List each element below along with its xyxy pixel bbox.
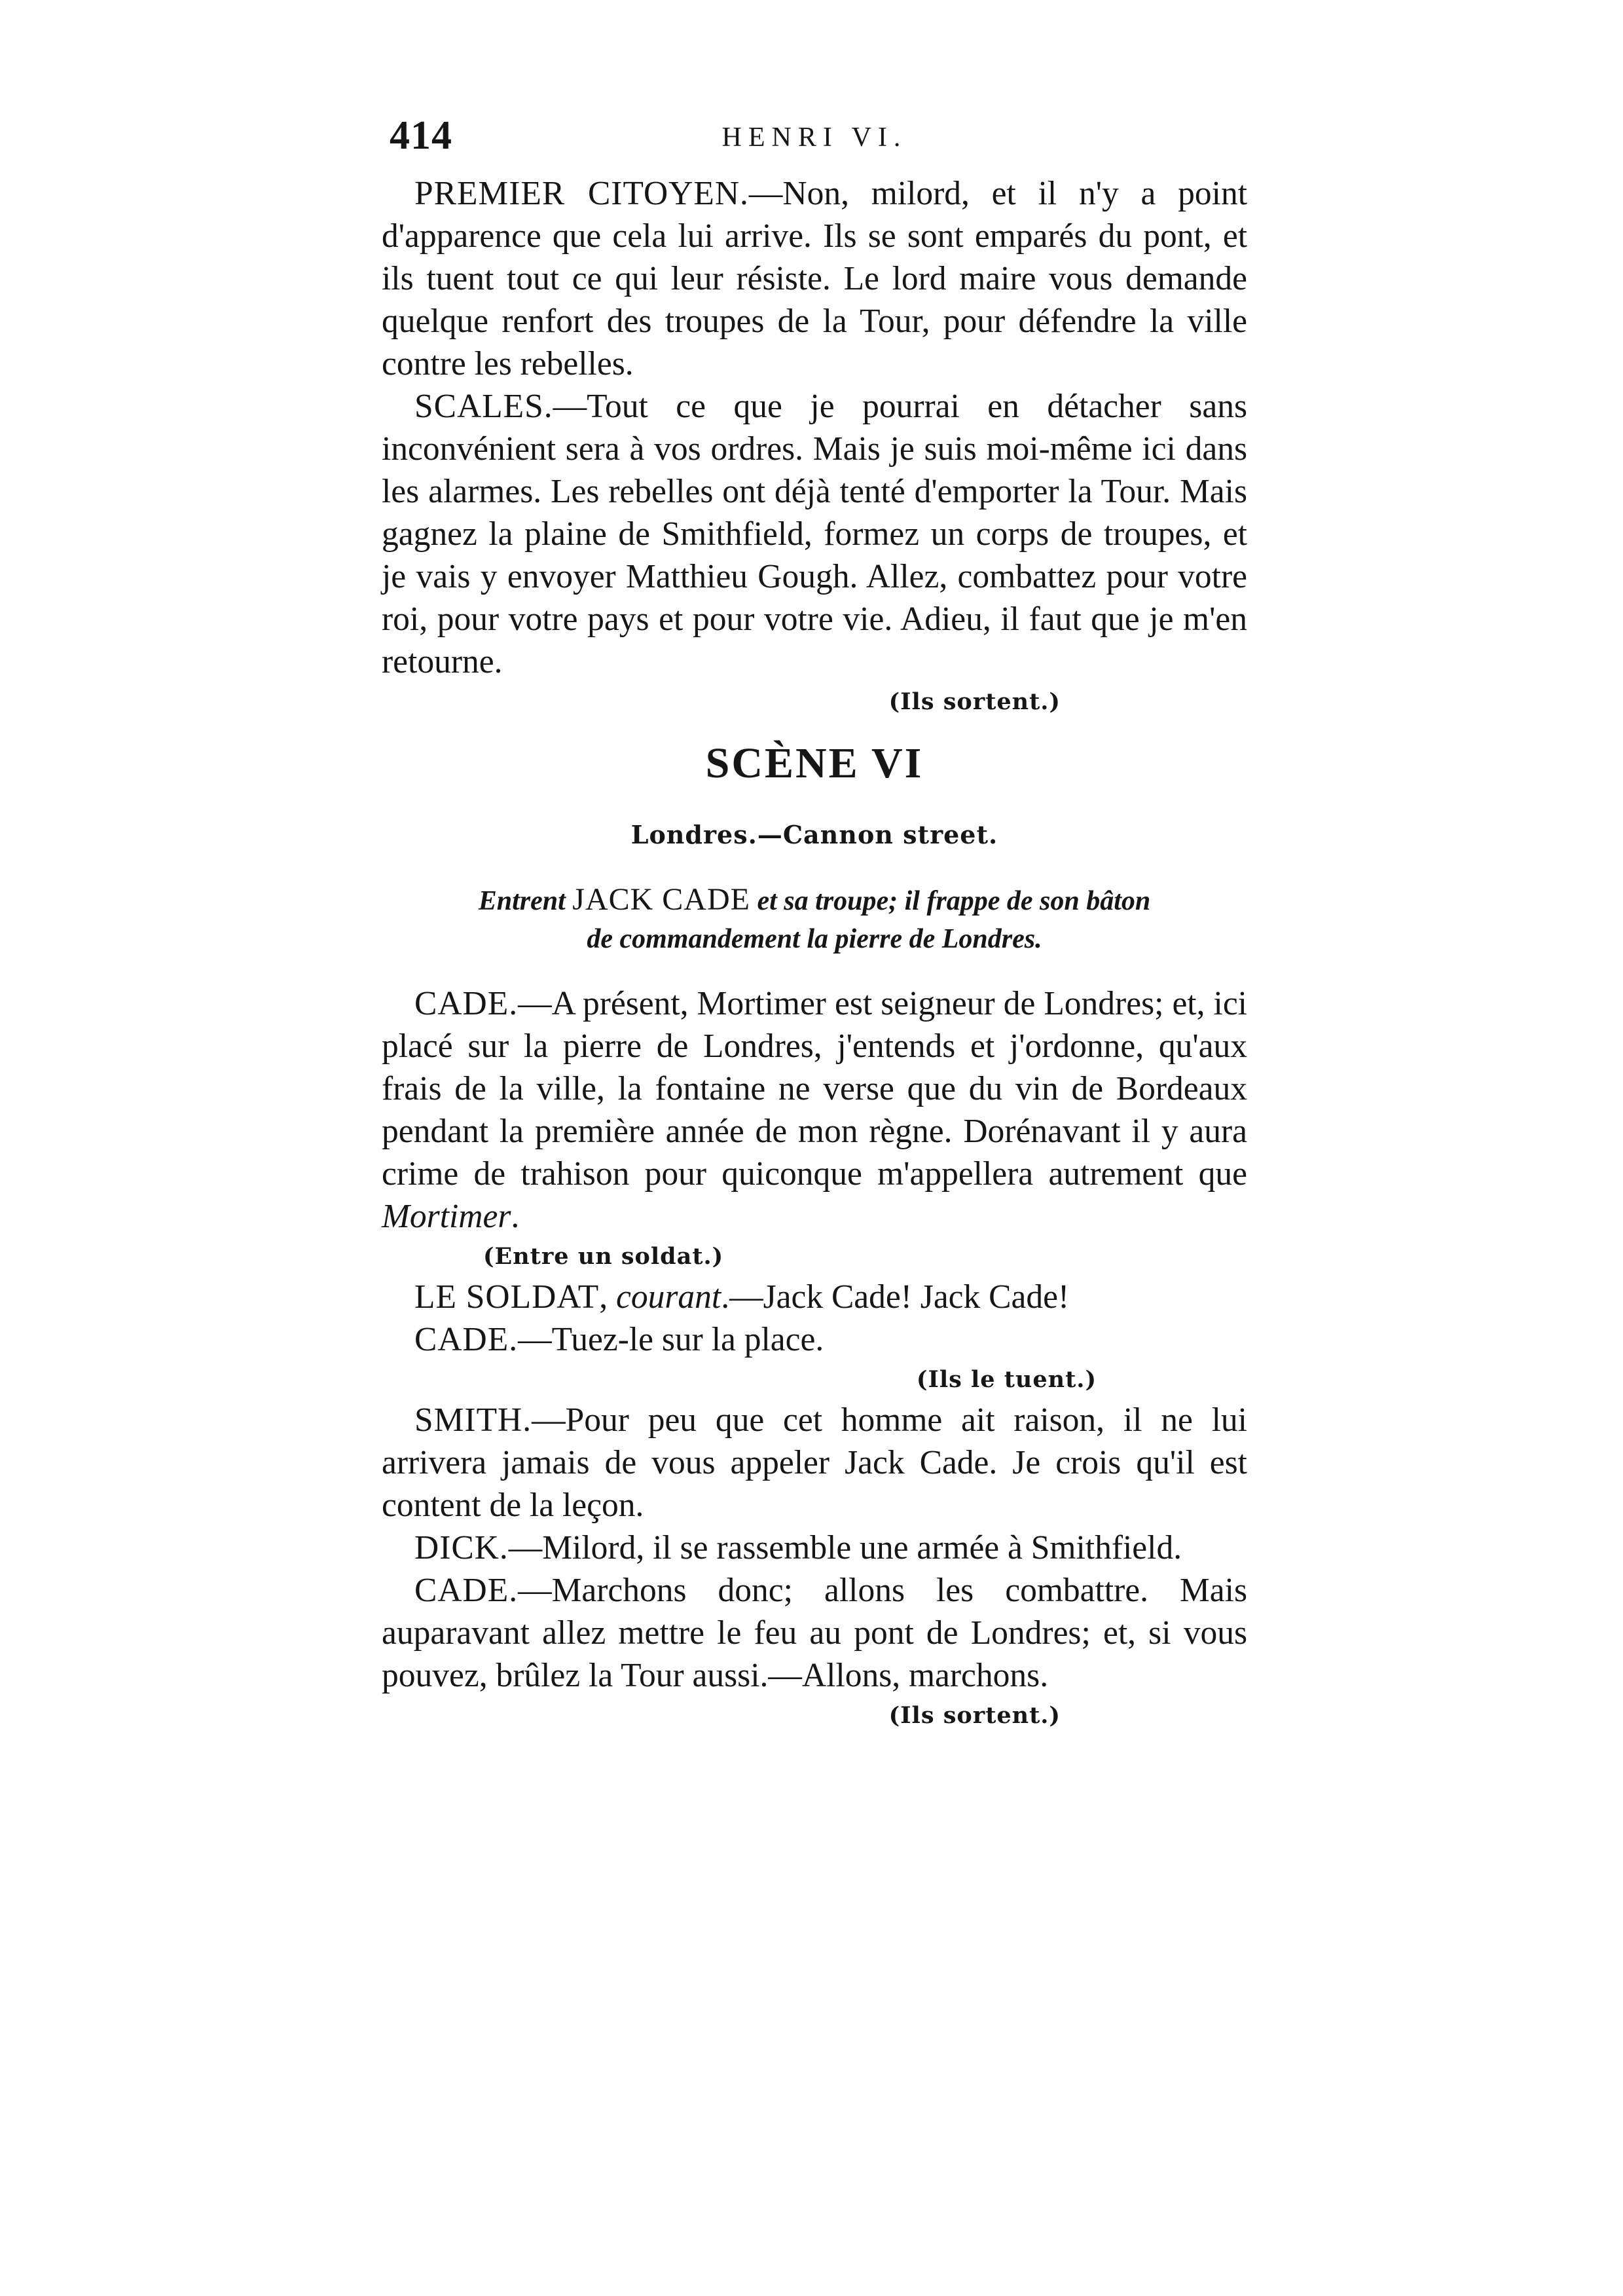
entry-names: JACK CADE	[572, 882, 750, 917]
speaker-name: PREMIER CITOYEN.	[414, 175, 749, 212]
stage-direction: (Ils sortent.)	[888, 688, 1061, 715]
speech-text: —Tuez-le sur la place.	[518, 1321, 824, 1358]
speech-soldat: LE SOLDAT, courant.—Jack Cade! Jack Cade!	[414, 1278, 1070, 1316]
stage-direction: (Ils le tuent.)	[916, 1366, 1097, 1393]
speech-text: —Milord, il se rassemble une armée à Smithfield.	[508, 1529, 1182, 1566]
speech-text: —A présent, Mortimer est seigneur de Londres; et, ici placé sur la pierre de Londres, j'entends et j'ordonne, qu'aux frais de la ville, la fontaine ne verse que du vin de Bordeaux pendant la première année de mon règne. Dorénavant il y aura crime de trahison pour quiconque m'appellera autrement que	[382, 985, 1247, 1193]
text-block-bottom	[382, 982, 1247, 1735]
entry-prefix: Entrent	[478, 886, 573, 916]
scene-title: SCÈNE VI	[705, 739, 924, 787]
speaker-name: DICK.	[414, 1529, 509, 1566]
stage-direction: (Entre un soldat.)	[483, 1243, 724, 1270]
speaker-name: CADE.	[414, 1572, 519, 1609]
speech-dick	[382, 1527, 1247, 1569]
speech-italic: Mortimer	[382, 1198, 511, 1235]
speech-text: —Non, milord, et il n'y a point d'apparence que cela lui arrive. Ils se sont emparés du pont, et ils tuent tout ce qui leur résiste. Le lord maire vous demande quelque renfort des troupes de la Tour, pour défendre la ville contre les rebelles.	[382, 175, 1248, 382]
entry-line2: de commandement la pierre de Londres.	[587, 924, 1042, 954]
running-head: HENRI VI.	[721, 122, 907, 153]
text-block-top	[382, 172, 1247, 721]
entry-line1: et sa troupe; il frappe de son bâton	[750, 886, 1151, 916]
speech-premier-citoyen	[382, 172, 1247, 385]
speech-text: —Marchons donc; allons les combattre. Mais auparavant allez mettre le feu au pont de Londres; et, si vous pouvez, brûlez la Tour aussi.—Allons, marchons.	[382, 1572, 1247, 1694]
speech-italic: courant	[615, 1278, 721, 1316]
scene-location: Londres.—Cannon street.	[630, 820, 998, 849]
speaker-name: SMITH.	[414, 1401, 532, 1439]
stage-direction: (Ils sortent.)	[888, 1702, 1061, 1729]
speaker-name: CADE.	[414, 985, 519, 1022]
page-number: 414	[390, 113, 452, 158]
speech-end: .	[511, 1198, 520, 1235]
speech-scales	[382, 385, 1247, 683]
speech-cade	[382, 982, 1247, 1238]
speech-cade	[382, 1318, 1247, 1361]
speaker-name: LE SOLDAT	[414, 1278, 600, 1316]
scene-entry-direction	[382, 881, 1247, 958]
speech-cade	[382, 1569, 1247, 1697]
speech-text: .—Jack Cade! Jack Cade!	[721, 1278, 1070, 1316]
speaker-name: CADE.	[414, 1321, 519, 1358]
speech-text: —Pour peu que cet homme ait raison, il ne lui arrivera jamais de vous appeler Jack Cade. Je crois qu'il est content de la leçon.	[382, 1401, 1247, 1524]
speech-smith	[382, 1399, 1247, 1527]
page-header	[382, 113, 1247, 165]
speech-text: —Tout ce que je pourrai en détacher sans inconvénient sera à vos ordres. Mais je suis moi-même ici dans les alarmes. Les rebelles ont déjà tenté d'emporter la Tour. Mais gagnez la plaine de Smithfield, formez un corps de troupes, et je vais y envoyer Matthieu Gough. Allez, combattez pour votre roi, pour votre pays et pour votre vie. Adieu, il faut que je m'en retourne.	[382, 388, 1247, 680]
speaker-name: SCALES.	[414, 388, 553, 425]
